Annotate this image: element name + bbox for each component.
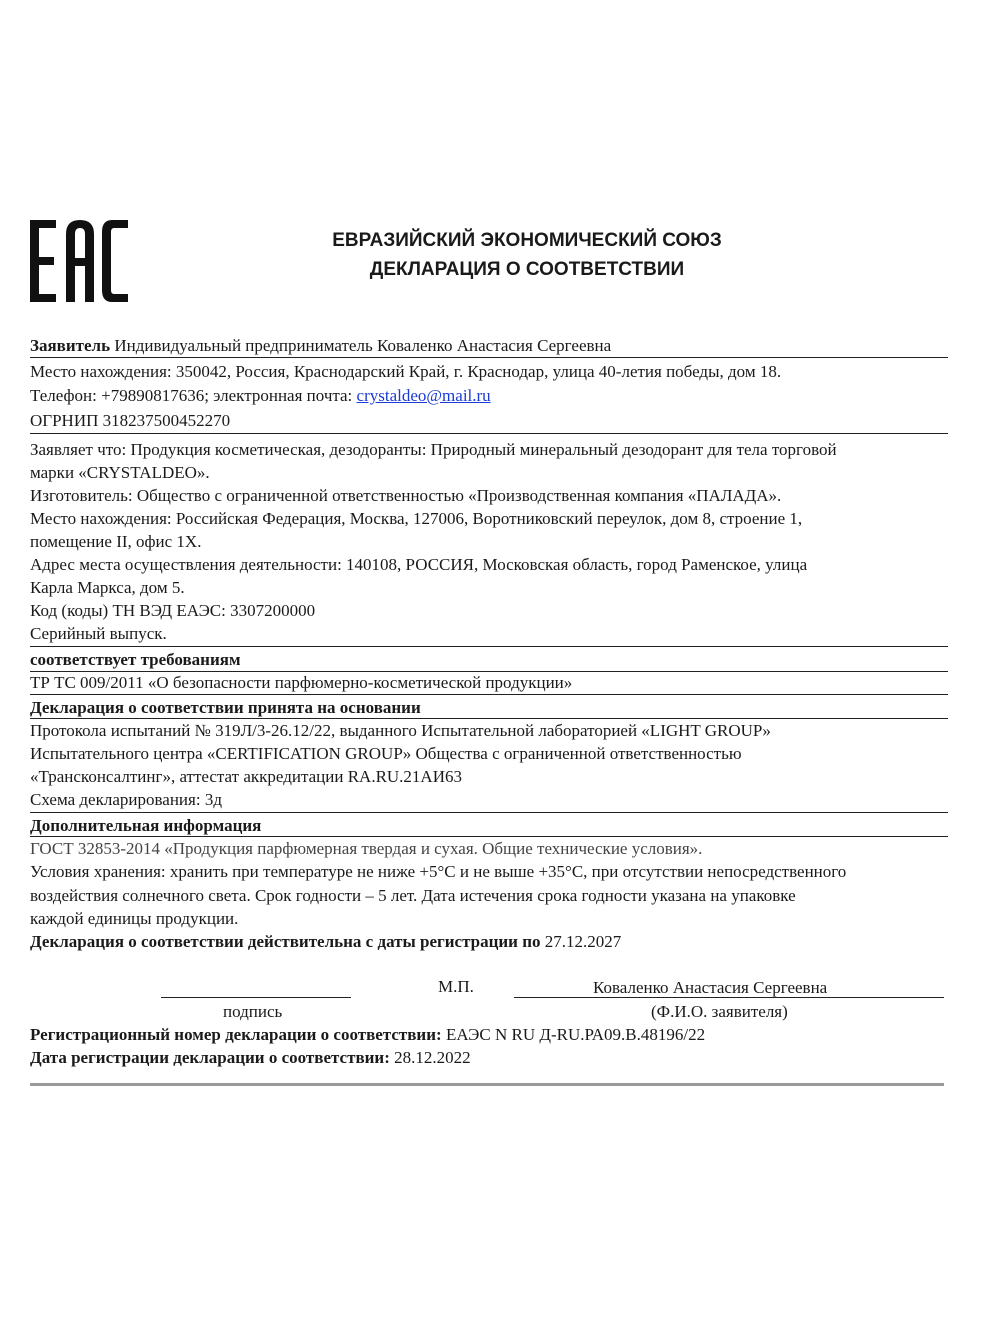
stamp-placeholder: М.П. (438, 977, 474, 996)
eac-logo-icon (30, 220, 128, 302)
serial-release: Серийный выпуск. (30, 624, 167, 643)
signature-caption: подпись (223, 1002, 283, 1021)
basis-protocol-cont2: «Трансконсалтинг», аттестат аккредитации RA.RU.21АИ63 (30, 767, 462, 786)
bottom-rule (30, 1083, 944, 1086)
registration-date-line (30, 1046, 948, 1069)
applicant-ogrnip: ОГРНИП 318237500452270 (30, 411, 231, 430)
declares-product-cont: марки «CRYSTALDEO». (30, 463, 210, 482)
manufacturer-location-cont: помещение II, офис 1Х. (30, 532, 202, 551)
manufacturer: Изготовитель: Общество с ограниченной ответственностью «Производственная компания «ПАЛАДА». (30, 486, 782, 505)
applicant-name: Индивидуальный предприниматель Коваленко Анастасия Сергеевна (110, 336, 612, 355)
basis-label: Декларация о соответствии принята на основании (30, 698, 421, 717)
activity-address-cont: Карла Маркса, дом 5. (30, 578, 185, 597)
header-union-title: ЕВРАЗИЙСКИЙ ЭКОНОМИЧЕСКИЙ СОЮЗ (332, 230, 722, 251)
basis-protocol: Протокола испытаний № 319Л/3-26.12/22, выданного Испытательной лабораторией «LIGHT GROUP» (30, 721, 771, 740)
applicant-address: Место нахождения: 350042, Россия, Краснодарский Край, г. Краснодар, улица 40-летия победы, дом 18. (30, 362, 782, 381)
header-declaration-title: ДЕКЛАРАЦИЯ О СООТВЕТСТВИИ (369, 259, 685, 280)
additional-label: Дополнительная информация (30, 816, 262, 835)
manufacturer-location: Место нахождения: Российская Федерация, Москва, 127006, Воротниковский переулок, дом 8, строение 1, (30, 509, 803, 528)
divider (30, 433, 948, 434)
validity-label: Декларация о соответствии действительна с даты регистрации по (30, 932, 541, 951)
storage-conditions-cont2: каждой единицы продукции. (30, 909, 239, 928)
complies-regulation: ТР ТС 009/2011 «О безопасности парфюмерно-косметической продукции» (30, 673, 573, 692)
complies-label: соответствует требованиям (30, 650, 241, 669)
activity-address: Адрес места осуществления деятельности: 140108, РОССИЯ, Московская область, город Раменское, улица (30, 555, 808, 574)
basis-protocol-cont: Испытательного центра «CERTIFICATION GROUP» Общества с ограниченной ответственностью (30, 744, 742, 763)
name-line (514, 997, 944, 998)
divider (30, 812, 948, 813)
name-caption: (Ф.И.О. заявителя) (651, 1002, 788, 1021)
tnved-code: Код (коды) ТН ВЭД ЕАЭС: 3307200000 (30, 601, 316, 620)
declares-product: Заявляет что: Продукция косметическая, дезодоранты: Природный минеральный дезодорант для тела торговой (30, 440, 837, 459)
applicant-label: Заявитель (30, 336, 111, 355)
registration-number: ЕАЭС N RU Д-RU.РА09.В.48196/22 (441, 1025, 706, 1044)
validity-date: 27.12.2027 (540, 932, 622, 951)
registration-number-label: Регистрационный номер декларации о соответствии: (30, 1025, 442, 1044)
additional-gost: ГОСТ 32853-2014 «Продукция парфюмерная твердая и сухая. Общие технические условия». (30, 839, 703, 858)
applicant-email-link[interactable]: crystaldeo@mail.ru (356, 386, 491, 405)
signer-name: Коваленко Анастасия Сергеевна (593, 978, 828, 997)
applicant-phone: Телефон: +79890817636; электронная почта: (30, 386, 357, 405)
registration-number-line (30, 1023, 948, 1046)
registration-date: 28.12.2022 (389, 1048, 471, 1067)
signature-line (161, 997, 351, 998)
divider (30, 646, 948, 647)
declaration-scheme: Схема декларирования: 3д (30, 790, 222, 809)
storage-conditions-cont: воздействия солнечного света. Срок годности – 5 лет. Дата истечения срока годности указана на упаковке (30, 886, 796, 905)
validity-line (30, 930, 948, 953)
document-header (300, 226, 754, 284)
applicant-line (30, 334, 948, 357)
registration-date-label: Дата регистрации декларации о соответствии: (30, 1048, 390, 1067)
divider (30, 694, 948, 695)
applicant-contacts (30, 384, 948, 407)
storage-conditions: Условия хранения: хранить при температуре не ниже +5°С и не выше +35°С, при отсутствии непосредственного (30, 862, 847, 881)
divider (30, 357, 948, 358)
